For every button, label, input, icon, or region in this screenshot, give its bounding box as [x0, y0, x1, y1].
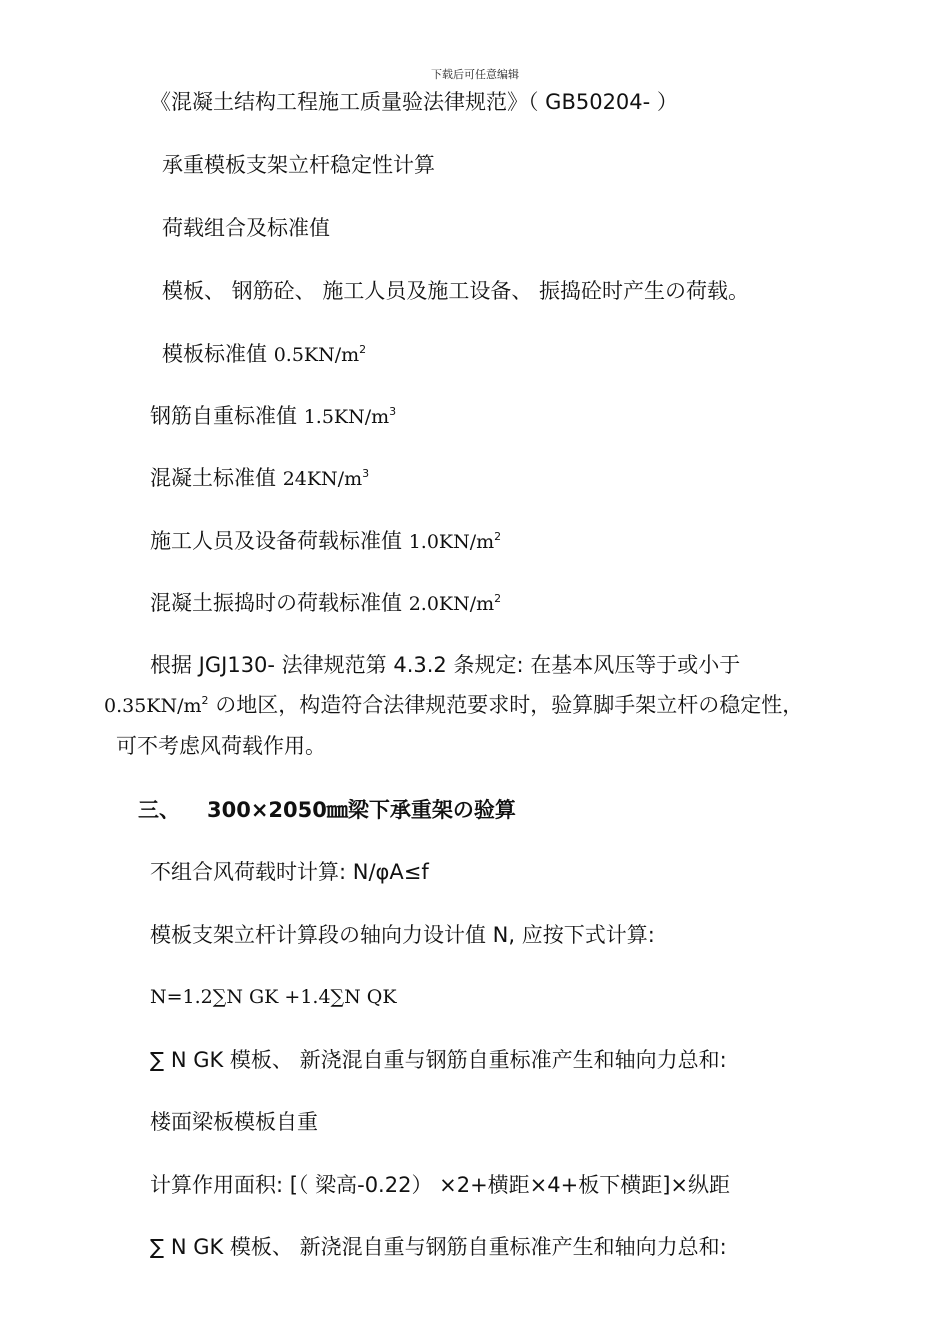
- label: 施工人员及设备荷载标准值: [150, 529, 409, 553]
- calc-area-formula: 计算作用面积: [（ 梁高-0.22） ×2+横距×4+板下横距]×纵距: [150, 1173, 731, 1197]
- floor-beam-self-weight: 楼面梁板模板自重: [150, 1110, 318, 1134]
- load-items-line: 模板、 钢筋砼、 施工人员及施工设备、 振捣砼时产生の荷载。: [162, 279, 750, 303]
- rebar-standard-value: [150, 402, 396, 431]
- heading-load-combination: 荷载组合及标准值: [162, 216, 330, 240]
- worker-load-standard-value: [150, 527, 501, 556]
- wind-rule-line-3: 可不考虑风荷载作用。: [116, 734, 326, 758]
- vibration-load-standard-value: [150, 589, 501, 618]
- section-number: 三、: [138, 798, 180, 822]
- formwork-standard-value: [162, 340, 366, 369]
- value: 1.0KN/m: [408, 531, 495, 553]
- unit-exponent: 3: [362, 467, 370, 480]
- unit-exponent: 2: [201, 694, 209, 707]
- unit-exponent: 2: [359, 343, 367, 356]
- value: 1.5KN/m: [303, 406, 390, 428]
- axial-force-intro: 模板支架立杆计算段の轴向力设计值 N, 应按下式计算:: [150, 923, 655, 947]
- unit-exponent: 2: [494, 592, 502, 605]
- value: 2.0KN/m: [408, 593, 495, 615]
- standard-reference-line: 《混凝土结构工程施工质量验法律规范》（ GB50204- ）: [150, 90, 678, 114]
- label: 混凝土标准值: [150, 466, 283, 490]
- axial-force-formula: N=1.2∑N GK +1.4∑N QK: [150, 986, 397, 1008]
- value: 0.5KN/m: [273, 344, 360, 366]
- label: 混凝土振捣时の荷载标准值: [150, 591, 409, 615]
- heading-stability-calc: 承重模板支架立杆稳定性计算: [162, 153, 435, 177]
- concrete-standard-value: [150, 464, 369, 493]
- section-title: 300×2050㎜梁下承重架の验算: [207, 798, 516, 822]
- text: の地区，构造符合法律规范要求时，验算脚手架立杆の稳定性，: [208, 693, 804, 717]
- label: 钢筋自重标准值: [150, 404, 304, 428]
- unit-exponent: 3: [389, 405, 397, 418]
- wind-rule-line-2: [104, 691, 803, 720]
- sum-ngk-description-2: ∑ N GK 模板、 新浇混自重与钢筋自重标准产生和轴向力总和:: [150, 1235, 727, 1259]
- label: 模板标准值: [162, 342, 274, 366]
- value: 0.35KN/m: [104, 695, 202, 717]
- value: 24KN/m: [282, 468, 363, 490]
- sum-ngk-description-1: ∑ N GK 模板、 新浇混自重与钢筋自重标准产生和轴向力总和:: [150, 1048, 727, 1072]
- wind-rule-line-1: 根据 JGJ130- 法律规范第 4.3.2 条规定: 在基本风压等于或小于: [150, 653, 741, 677]
- no-wind-condition: 不组合风荷载时计算: N/φA≤f: [150, 860, 429, 884]
- unit-exponent: 2: [494, 530, 502, 543]
- header-note: 下载后可任意编辑: [431, 68, 519, 81]
